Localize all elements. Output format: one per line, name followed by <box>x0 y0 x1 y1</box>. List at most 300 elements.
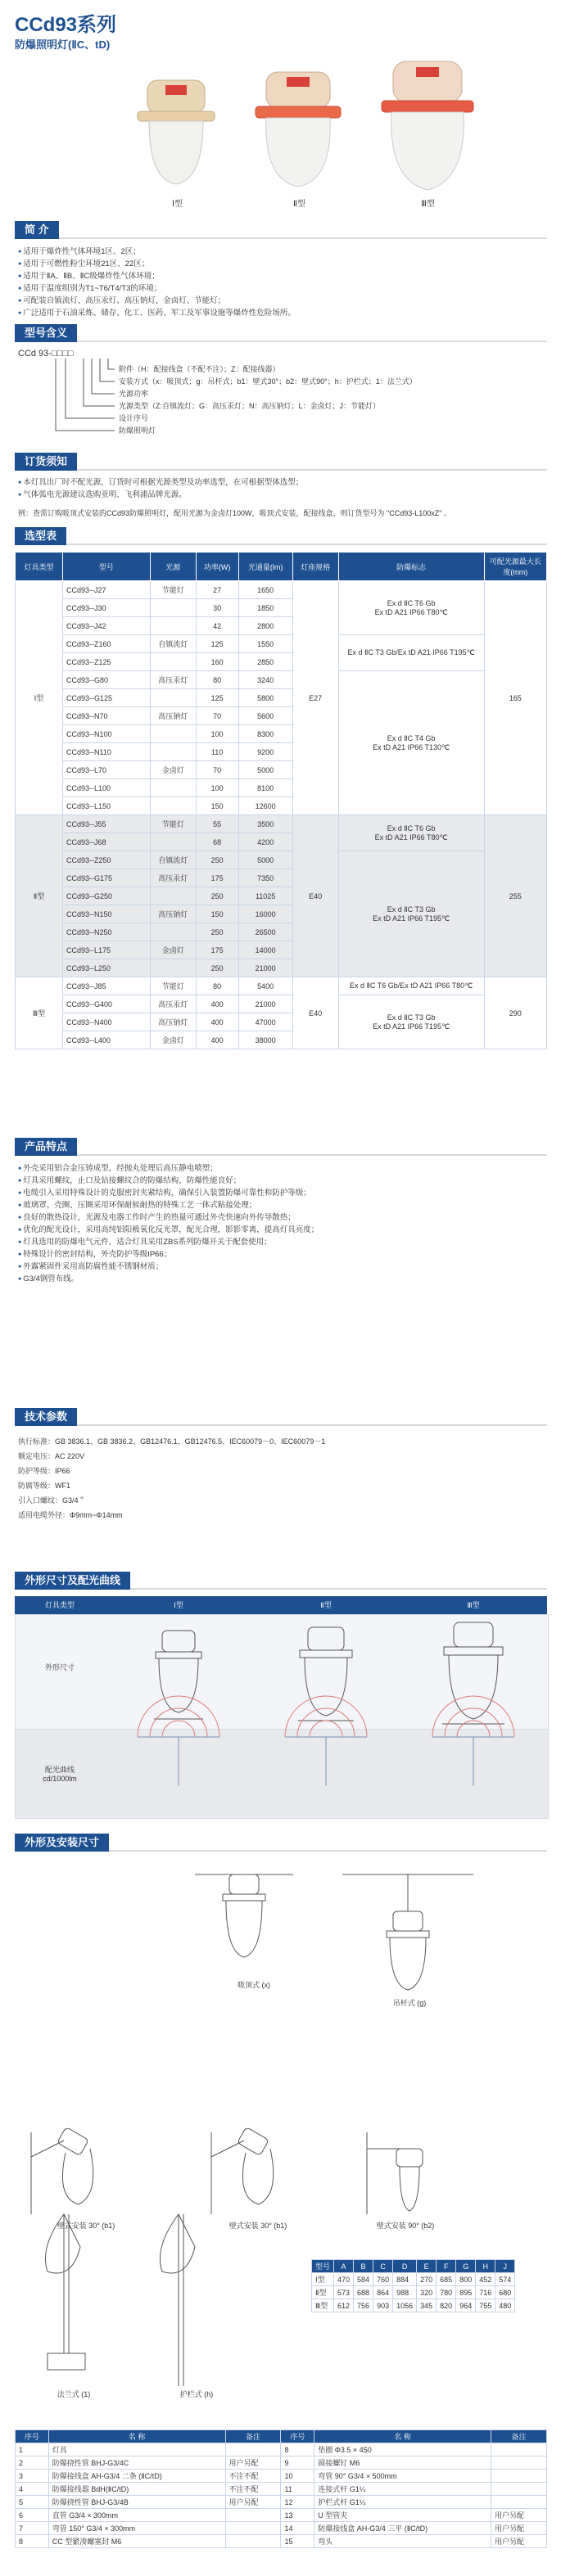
parts-cell <box>225 2522 281 2535</box>
install-heading: 外形及安装尺寸 <box>15 1834 109 1852</box>
cell-power: 68 <box>196 833 238 851</box>
cell-source: 金卤灯 <box>150 941 196 959</box>
intro-list <box>18 246 296 319</box>
feature-item: ● G3/4钢管布线。 <box>18 1273 319 1285</box>
ex-mark: Ex d ⅡC T6 Gb/Ex tD A21 IP66 T80℃ <box>338 977 484 995</box>
cell-lumen: 5400 <box>238 977 292 995</box>
parts-cell: 弯管 90° G3/4 × 500mm <box>314 2470 491 2483</box>
cell-source <box>150 959 196 977</box>
cell-lumen: 3240 <box>238 671 292 689</box>
polar-grid <box>138 1737 514 1786</box>
dim-cell: 884 <box>393 2273 417 2286</box>
cell-model: CCd93--Z160 <box>62 635 150 653</box>
install-dim-table-wrap <box>311 2259 515 2312</box>
dim-cell: 756 <box>354 2299 373 2312</box>
parts-row <box>16 2456 547 2470</box>
parts-cell: 灯具 <box>48 2443 225 2456</box>
parts-cell: 2 <box>16 2456 49 2470</box>
cell-power: 400 <box>196 995 238 1013</box>
feature-item: ● 灯具选用的防爆电气元件，适合灯具采用ZBS系列防爆开关于配套使用； <box>18 1236 319 1248</box>
feature-item: ● 特殊设计的密封结构，外壳防护等级IP66； <box>18 1248 319 1261</box>
parts-row <box>16 2522 547 2535</box>
dim-cell: 452 <box>476 2273 495 2286</box>
parts-cell: 弯管 150° G3/4 × 300mm <box>48 2522 225 2535</box>
cell-model: CCd93--N70 <box>62 707 150 725</box>
cell-power: 110 <box>196 743 238 761</box>
ceiling-mount-drawing <box>195 1874 293 1957</box>
intro-item: ● 广泛适用于石油采炼、储存、化工、医药、军工及军事设施等爆炸性危险场所。 <box>18 307 296 319</box>
cell-source: 高压汞灯 <box>150 671 196 689</box>
cell-model: CCd93--Z125 <box>62 653 150 671</box>
cell-lumen: 5800 <box>238 689 292 707</box>
parts-cell: 用户另配 <box>491 2522 547 2535</box>
cell-model: CCd93--N100 <box>62 725 150 743</box>
cell-model: CCd93--J85 <box>62 977 150 995</box>
cell-model: CCd93--L150 <box>62 797 150 815</box>
tech-heading: 技术参数 <box>15 1408 77 1426</box>
cell-lumen: 1550 <box>238 635 292 653</box>
cell-model: CCd93--J42 <box>62 617 150 635</box>
parts-cell: 圆接螺钉 M6 <box>314 2456 491 2470</box>
ex-mark: Ex d ⅡC T6 Gb Ex tD A21 IP66 T80℃ <box>338 815 484 851</box>
col-header: 型号 <box>62 553 150 581</box>
cell-source: 节能灯 <box>150 815 196 833</box>
col-header: 防爆标志 <box>338 553 484 581</box>
cell-source: 节能灯 <box>150 581 196 599</box>
dims-heading: 外形尺寸及配光曲线 <box>15 1572 130 1590</box>
dim-cell: 988 <box>393 2286 417 2299</box>
cell-power: 70 <box>196 707 238 725</box>
selection-table <box>15 552 547 1049</box>
dim-col-header: E <box>417 2260 437 2273</box>
cell-power: 42 <box>196 617 238 635</box>
caption-flange: 法兰式 (1) <box>57 2390 91 2398</box>
group-base: E27 <box>292 581 338 815</box>
section-divider <box>15 544 547 545</box>
cell-lumen: 4200 <box>238 833 292 851</box>
lamp-label-3: Ⅲ型 <box>421 200 435 209</box>
dim-cell: 903 <box>373 2299 393 2312</box>
lamp-outline-1 <box>154 1631 203 1719</box>
page-subtitle: 防爆照明灯(ⅡC、tD) <box>15 38 111 51</box>
selection-table-wrap <box>15 552 547 1049</box>
cell-model: CCd93--L100 <box>62 779 150 797</box>
cell-source: 高压汞灯 <box>150 869 196 887</box>
dim-cell: 760 <box>373 2273 393 2286</box>
intro-item: ● 适用于可燃性粉尘环境21区、22区； <box>18 258 296 270</box>
cell-source <box>150 887 196 905</box>
group-type: Ⅰ型 <box>16 581 63 815</box>
lamp-type-3-image <box>382 61 473 190</box>
group-maxlen: 165 <box>484 581 546 815</box>
ex-mark: Ex d ⅡC T3 Gb/Ex tD A21 IP66 T195℃ <box>338 635 484 671</box>
feature-item: ● 外露紧固件采用高防腐性能不锈钢材质； <box>18 1261 319 1273</box>
dim-cell: 584 <box>354 2273 373 2286</box>
cell-model: CCd93--N400 <box>62 1013 150 1031</box>
dim-col-header: A <box>334 2260 354 2273</box>
parts-cell: 防爆接线盒 AH-G3/4 二条 (ⅡC/tD) <box>48 2470 225 2483</box>
cell-model: CCd93--G125 <box>62 689 150 707</box>
cell-lumen: 38000 <box>238 1031 292 1049</box>
parts-col-header: 备注 <box>491 2430 547 2443</box>
parts-cell: 1 <box>16 2443 49 2456</box>
dim-cell: 964 <box>456 2299 476 2312</box>
tech-list <box>18 1434 325 1523</box>
cell-source <box>150 923 196 941</box>
dim-col-header: B <box>354 2260 373 2273</box>
parts-row <box>16 2496 547 2509</box>
dim-cell: 573 <box>334 2286 354 2299</box>
cell-model: CCd93--L175 <box>62 941 150 959</box>
dim-cell: Ⅱ型 <box>312 2286 334 2299</box>
dims-table <box>15 1596 547 1817</box>
dim-row <box>312 2273 515 2286</box>
cell-lumen: 1850 <box>238 599 292 617</box>
model-line: 防爆照明灯 <box>119 426 156 435</box>
caption-wall-90: 壁式安装 90° (b2) <box>376 2222 435 2230</box>
parts-row <box>16 2470 547 2483</box>
section-divider <box>15 1154 547 1156</box>
cell-model: CCd93--N250 <box>62 923 150 941</box>
dim-cell: 685 <box>437 2273 456 2286</box>
parts-cell: 防爆接线盒 AH-G3/4 三平 (ⅡC/tD) <box>314 2522 491 2535</box>
cell-lumen: 2800 <box>238 617 292 635</box>
parts-cell: 弯头 <box>314 2535 491 2548</box>
selection-row <box>16 815 547 833</box>
dim-cell: 612 <box>334 2299 354 2312</box>
dim-col-header: J <box>495 2260 515 2273</box>
feature-item: ● 灯具采用螺纹，止口及钻接螺纹合的防爆结构，防爆性能良好； <box>18 1175 319 1187</box>
cell-model: CCd93--G400 <box>62 995 150 1013</box>
cell-power: 160 <box>196 653 238 671</box>
selection-row <box>16 977 547 995</box>
cell-source <box>150 797 196 815</box>
parts-cell: 12 <box>281 2496 314 2509</box>
product-lamps-illustration <box>90 57 483 209</box>
caption-guardrail: 护栏式 (h) <box>179 2390 214 2398</box>
parts-table <box>15 2429 547 2548</box>
cell-power: 175 <box>196 941 238 959</box>
selection-row <box>16 635 547 653</box>
section-divider <box>15 341 547 342</box>
parts-cell: 11 <box>281 2483 314 2496</box>
parts-cell: 不注不配 <box>225 2470 281 2483</box>
parts-cell <box>491 2496 547 2509</box>
parts-cell: 防爆接线器 BdH(ⅡC/tD) <box>48 2483 225 2496</box>
parts-cell <box>491 2470 547 2483</box>
parts-cell: 14 <box>281 2522 314 2535</box>
caption-wall-30-a: 壁式安装 30° (b1) <box>57 2222 115 2230</box>
col-header: 灯具类型 <box>16 553 63 581</box>
parts-table-wrap <box>15 2429 547 2548</box>
cell-lumen: 21000 <box>238 959 292 977</box>
features-heading: 产品特点 <box>15 1138 77 1156</box>
model-code: CCd 93-□□□□ <box>18 349 74 359</box>
cell-source <box>150 725 196 743</box>
dim-cell: 895 <box>456 2286 476 2299</box>
col-header: 灯座规格 <box>292 553 338 581</box>
parts-cell: 4 <box>16 2483 49 2496</box>
selection-row <box>16 851 547 869</box>
cell-power: 100 <box>196 725 238 743</box>
cell-source: 金卤灯 <box>150 1031 196 1049</box>
dim-col-header: H <box>476 2260 495 2273</box>
selection-row <box>16 581 547 599</box>
model-line: 光源功率 <box>119 390 149 398</box>
feature-item: ● 优化的配光设计，采用高纯铝阳极氧化反光罩，配光合理，影影零离，提高灯具亮度； <box>18 1224 319 1236</box>
cell-lumen: 5600 <box>238 707 292 725</box>
caption-wall-30-b: 壁式安装 30° (b1) <box>228 2222 287 2230</box>
cell-lumen: 5000 <box>238 851 292 869</box>
dim-col-header: D <box>393 2260 417 2273</box>
cell-model: CCd93--J30 <box>62 599 150 617</box>
parts-cell <box>491 2483 547 2496</box>
model-line: 附件（H：配接线盒（不配不注）；Z：配接线器） <box>119 365 280 373</box>
dim-cell: Ⅲ型 <box>312 2299 334 2312</box>
section-divider <box>15 237 547 239</box>
cell-power: 80 <box>196 977 238 995</box>
parts-col-header: 序号 <box>16 2430 49 2443</box>
dim-col-header: C <box>373 2260 393 2273</box>
dim-cell: 574 <box>495 2273 515 2286</box>
wall-30-drawing-a <box>31 2127 93 2214</box>
cell-lumen: 47000 <box>238 1013 292 1031</box>
cell-power: 55 <box>196 815 238 833</box>
cell-power: 150 <box>196 797 238 815</box>
caption-pendant: 吊杆式 (g) <box>392 1999 427 2007</box>
group-maxlen: 255 <box>484 815 546 977</box>
cell-power: 80 <box>196 671 238 689</box>
parts-cell <box>225 2509 281 2522</box>
selection-row <box>16 995 547 1013</box>
parts-row <box>16 2443 547 2456</box>
cell-source: 高压钠灯 <box>150 1013 196 1031</box>
tech-item: 防腐等级：WF1 <box>18 1482 70 1490</box>
dim-cell: 755 <box>476 2299 495 2312</box>
intro-item: ● 适用于温度组别为T1~T6/T4/T3的环境； <box>18 282 296 295</box>
order-example: 例：查需订购吸顶式安装的CCd93防爆照明灯，配用光源为金卤灯100W，吸顶式安装，配接线盒，则订货型号为 "CCd93-L100xZ" 。 <box>18 509 451 517</box>
parts-cell: 用户另配 <box>491 2509 547 2522</box>
parts-cell: 防爆挠性管 BHJ-G3/4B <box>48 2496 225 2509</box>
intro-item: ● 可配装自镇流灯、高压汞灯、高压钠灯、金卤灯、节能灯； <box>18 295 296 307</box>
cell-model: CCd93--J68 <box>62 833 150 851</box>
ex-mark: Ex d ⅡC T3 Gb Ex tD A21 IP66 T195℃ <box>338 995 484 1049</box>
dim-col-header: 型号 <box>312 2260 334 2273</box>
cell-model: CCd93--N150 <box>62 905 150 923</box>
cell-source <box>150 743 196 761</box>
parts-cell <box>225 2535 281 2548</box>
cell-lumen: 14000 <box>238 941 292 959</box>
parts-cell: 10 <box>281 2470 314 2483</box>
cell-source: 节能灯 <box>150 977 196 995</box>
parts-col-header: 名 称 <box>48 2430 225 2443</box>
order-item: ● 本灯具出厂时不配光源，订货时可根据光源类型及功率选型，在可根据型体选型； <box>18 476 303 489</box>
parts-cell: 13 <box>281 2509 314 2522</box>
flange-mount-drawing <box>46 2214 86 2370</box>
tech-item: 防护等级：IP66 <box>18 1467 70 1475</box>
cell-lumen: 7350 <box>238 869 292 887</box>
intro-heading: 简 介 <box>15 221 59 239</box>
cell-model: CCd93--L250 <box>62 959 150 977</box>
cell-model: CCd93--J27 <box>62 581 150 599</box>
parts-cell: 防爆挠性管 BHJ-G3/4C <box>48 2456 225 2470</box>
install-dim-table <box>311 2259 515 2312</box>
parts-cell <box>491 2456 547 2470</box>
cell-source: 自镇流灯 <box>150 635 196 653</box>
group-base: E40 <box>292 977 338 1049</box>
parts-cell: 用户另配 <box>491 2535 547 2548</box>
parts-row <box>16 2535 547 2548</box>
cell-source <box>150 779 196 797</box>
col-header: 功率(W) <box>196 553 238 581</box>
dim-cell: Ⅰ型 <box>312 2273 334 2286</box>
parts-row <box>16 2483 547 2496</box>
cell-lumen: 1650 <box>238 581 292 599</box>
cell-lumen: 8300 <box>238 725 292 743</box>
parts-cell: 6 <box>16 2509 49 2522</box>
feature-item: ● 良好的散热设计，光源及电器工作时产生的热量可通过外壳快速向外传导散热； <box>18 1211 319 1224</box>
cell-source: 自镇流灯 <box>150 851 196 869</box>
dim-row <box>312 2299 515 2312</box>
cell-lumen: 16000 <box>238 905 292 923</box>
dim-cell: 320 <box>417 2286 437 2299</box>
cell-model: CCd93--Z250 <box>62 851 150 869</box>
tech-item: 适用电缆外径：Φ9mm~Φ14mm <box>18 1511 123 1519</box>
cell-lumen: 3500 <box>238 815 292 833</box>
dims-col-header: 灯具类型 <box>44 1601 75 1609</box>
dim-cell: 680 <box>495 2286 515 2299</box>
cell-power: 250 <box>196 851 238 869</box>
cell-power: 125 <box>196 635 238 653</box>
dim-cell: 1056 <box>393 2299 417 2312</box>
dim-col-header: F <box>437 2260 456 2273</box>
parts-cell <box>491 2443 547 2456</box>
parts-cell: 用户另配 <box>225 2456 281 2470</box>
cell-model: CCd93--G80 <box>62 671 150 689</box>
intro-item: ● 适用于ⅡA、ⅡB、ⅡC级爆炸性气体环境； <box>18 270 296 282</box>
product-images <box>90 57 483 209</box>
lamp-type-1-image <box>138 80 215 184</box>
cell-lumen: 8100 <box>238 779 292 797</box>
parts-cell: 9 <box>281 2456 314 2470</box>
install-drawings <box>15 1862 547 2419</box>
page-title: CCd93系列 <box>15 14 117 36</box>
group-type: Ⅱ型 <box>16 815 63 977</box>
parts-cell: 15 <box>281 2535 314 2548</box>
guardrail-mount-drawing <box>161 2214 196 2386</box>
parts-cell: 用户另配 <box>225 2496 281 2509</box>
cell-model: CCd93--G175 <box>62 869 150 887</box>
features-list <box>18 1162 319 1285</box>
dim-cell: 780 <box>437 2286 456 2299</box>
cell-lumen: 9200 <box>238 743 292 761</box>
cell-power: 400 <box>196 1013 238 1031</box>
cell-lumen: 11025 <box>238 887 292 905</box>
cell-source: 高压钠灯 <box>150 905 196 923</box>
parts-cell: 护栏式杆 G1¼ <box>314 2496 491 2509</box>
lamp-label-1: Ⅰ型 <box>172 200 183 209</box>
tech-item: 引入口螺纹：G3/4＂ <box>18 1496 86 1505</box>
cell-model: CCd93--G250 <box>62 887 150 905</box>
cell-power: 27 <box>196 581 238 599</box>
lamp-type-2-image <box>256 72 341 187</box>
model-line: 设计序号 <box>119 414 149 422</box>
cell-source <box>150 833 196 851</box>
ex-mark: Ex d ⅡC T6 Gb Ex tD A21 IP66 T80℃ <box>338 581 484 635</box>
cell-power: 70 <box>196 761 238 779</box>
cell-power: 175 <box>196 869 238 887</box>
group-base: E40 <box>292 815 338 977</box>
dim-cell: 864 <box>373 2286 393 2299</box>
wall-90-drawing <box>367 2132 423 2214</box>
cell-source <box>150 689 196 707</box>
parts-cell: 8 <box>16 2535 49 2548</box>
parts-cell: 不注不配 <box>225 2483 281 2496</box>
feature-item: ● 外壳采用铝合金压铸成型，经抛丸处理后高压静电喷塑； <box>18 1162 319 1175</box>
cell-source <box>150 653 196 671</box>
col-header: 光源 <box>150 553 196 581</box>
cell-power: 125 <box>196 689 238 707</box>
cell-lumen: 12600 <box>238 797 292 815</box>
selection-heading: 选型表 <box>15 527 66 545</box>
feature-item: ● 玻璃罩、壳圈、压圈采用环保耐候耐热的特殊工艺一体式粘接处理； <box>18 1199 319 1211</box>
model-lines <box>119 363 417 437</box>
parts-cell: 垫圈 Φ3.5 × 450 <box>314 2443 491 2456</box>
dims-row1-label: 外形尺寸 <box>44 1663 75 1671</box>
col-header: 光通量(lm) <box>238 553 292 581</box>
cell-power: 100 <box>196 779 238 797</box>
section-divider <box>15 1424 547 1426</box>
parts-col-header: 名 称 <box>314 2430 491 2443</box>
pendant-mount-drawing <box>342 1874 473 1990</box>
cell-model: CCd93--L400 <box>62 1031 150 1049</box>
dims-type-3: Ⅲ型 <box>467 1601 480 1609</box>
cell-power: 250 <box>196 887 238 905</box>
parts-cell: U 型管夹 <box>314 2509 491 2522</box>
parts-cell: CC 型紧凑螺塞封 M6 <box>48 2535 225 2548</box>
dim-cell: 716 <box>476 2286 495 2299</box>
col-header: 可配光源最大长度(mm) <box>484 553 546 581</box>
cell-source: 高压汞灯 <box>150 995 196 1013</box>
dim-col-header: G <box>456 2260 476 2273</box>
cell-lumen: 5000 <box>238 761 292 779</box>
dims-type-2: Ⅱ型 <box>320 1601 332 1609</box>
ex-mark: Ex d ⅡC T4 Gb Ex tD A21 IP66 T130℃ <box>338 671 484 815</box>
cell-power: 400 <box>196 1031 238 1049</box>
dim-cell: 480 <box>495 2299 515 2312</box>
cell-source: 高压钠灯 <box>150 707 196 725</box>
cell-model: CCd93--J55 <box>62 815 150 833</box>
cell-lumen: 2850 <box>238 653 292 671</box>
order-heading: 订货须知 <box>15 453 77 471</box>
cell-power: 150 <box>196 905 238 923</box>
section-divider <box>15 469 547 471</box>
model-line: 光源类型（Z:自镇流灯；G：高压汞灯；N：高压钠灯；L：金卤灯；J：节能灯） <box>119 402 381 410</box>
parts-cell: 直管 G3/4 × 300mm <box>48 2509 225 2522</box>
dim-cell: 688 <box>354 2286 373 2299</box>
feature-item: ● 电缆引入采用特殊设计的克服密封夹紧结构，确保引入装置防爆可靠性和防护等级； <box>18 1187 319 1199</box>
parts-cell: 5 <box>16 2496 49 2509</box>
wall-30-drawing-b <box>211 2127 274 2214</box>
model-bracket-lines <box>49 359 115 453</box>
parts-cell: 8 <box>281 2443 314 2456</box>
dims-row2-label: 配光曲线 cd/1000lm <box>43 1766 77 1783</box>
polar-curves <box>138 1696 514 1737</box>
parts-row <box>16 2509 547 2522</box>
tech-item: 额定电压：AC 220V <box>18 1452 85 1460</box>
model-heading: 型号含义 <box>15 324 77 342</box>
dims-drawings <box>105 1614 547 1817</box>
